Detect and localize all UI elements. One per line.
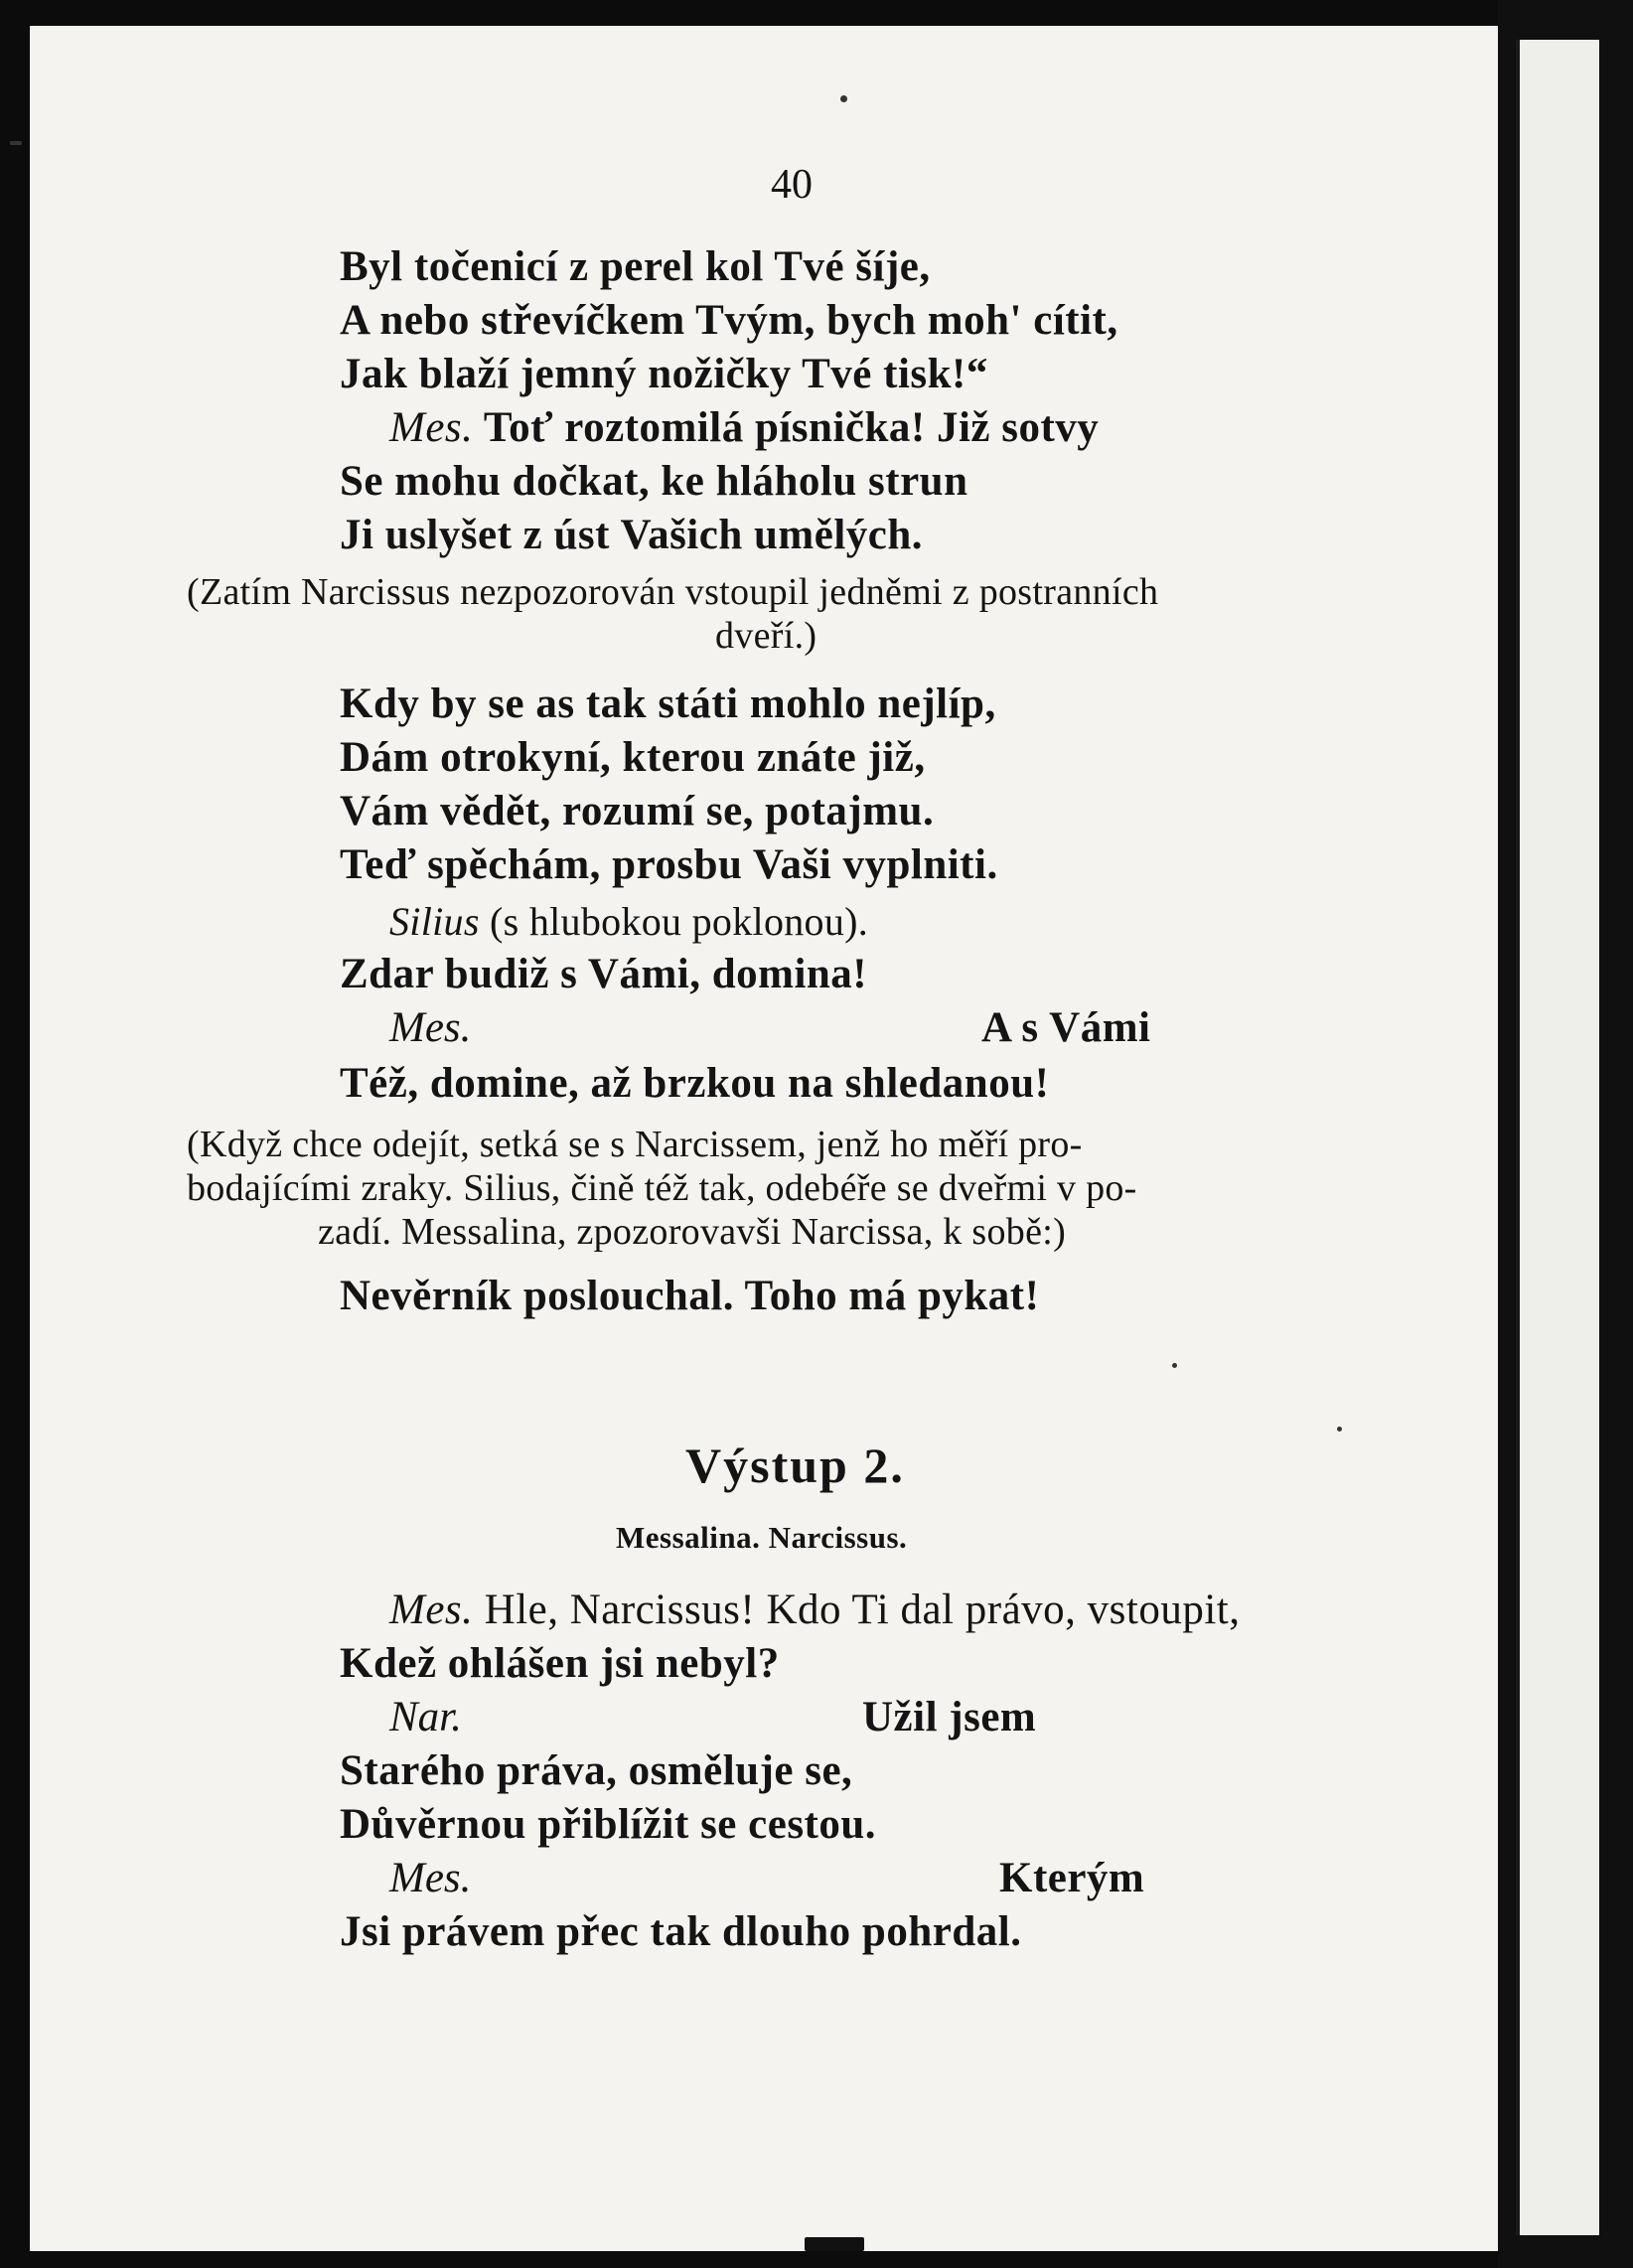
page-number: 40 [771,162,813,208]
speaker-name: Mes. [389,1587,474,1633]
speaker-name: Nar. [389,1694,462,1740]
verse-line: Kdež ohlášen jsi nebyl? [340,1640,780,1687]
verse-text: Toť roztomilá písnička! Již sotvy [483,404,1100,451]
verse-line: Byl točenicí z perel kol Tvé šíje, [340,243,931,290]
next-page-edge [1516,40,1599,2235]
scan-speck [1172,1363,1177,1368]
speech-line [389,403,1099,453]
verse-line: Kdy by se as tak státi mohlo nejlíp, [340,680,996,727]
verse-line: Zdar budiž s Vámi, domina! [340,951,868,997]
scene-characters: Messalina. Narcissus. [616,1520,908,1555]
speaker-name: Mes. [389,1855,472,1901]
verse-line: Důvěrnou přiblížit se cestou. [340,1801,877,1848]
scan-smudge [805,2237,864,2251]
stage-direction-line: bodajícími zraky. Silius, čině též tak, odebéře se dveřmi v po- [187,1167,1137,1209]
verse-line: Se mohu dočkat, ke hláholu strun [340,458,968,505]
verse-line: Vám vědět, rozumí se, potajmu. [340,788,935,834]
scene-heading: Výstup 2. [685,1437,905,1493]
speech-line [389,900,868,944]
verse-line: Dám otrokyní, kterou znáte již, [340,734,926,781]
stage-direction-line: dveří.) [715,615,817,657]
verse-line: Teď spěchám, prosbu Vaši vyplniti. [340,841,998,888]
verse-line: Nevěrník poslouchal. Toho má pykat! [340,1273,1040,1319]
verse-line: Jak blaží jemný nožičky Tvé tisk!“ [340,351,988,397]
speaker-name: Mes. [389,1004,472,1051]
verse-line: Starého práva, osměluje se, [340,1747,853,1794]
stage-direction-line: (Zatím Narcissus nezpozorován vstoupil jedněmi z postranních [187,571,1159,613]
verse-line: Ji uslyšet z úst Vašich umělých. [340,512,924,558]
verse-text: Kterým [999,1855,1145,1901]
speech-line [389,1586,1240,1635]
book-page [30,26,1498,2251]
stage-direction-inline: (s hlubokou poklonou). [490,899,869,944]
speaker-name: Silius [389,899,480,944]
speaker-name: Mes. [389,404,474,451]
verse-line: A nebo střevíčkem Tvým, bych moh' cítit, [340,297,1118,344]
verse-text: Hle, Narcissus! Kdo Ti dal právo, vstoupit, [484,1587,1241,1633]
verse-line: Jsi právem přec tak dlouho pohrdal. [340,1908,1022,1955]
scan-speck [10,141,22,145]
scan-speck [1337,1427,1342,1432]
verse-line: Též, domine, až brzkou na shledanou! [340,1060,1050,1107]
scan-speck [840,95,847,102]
verse-text: Užil jsem [862,1694,1037,1740]
stage-direction-line: (Když chce odejít, setká se s Narcissem, jenž ho měří pro- [187,1124,1083,1165]
stage-direction-line: zadí. Messalina, zpozorovavši Narcissa, k sobě:) [318,1211,1067,1253]
verse-text: A s Vámi [981,1004,1151,1051]
